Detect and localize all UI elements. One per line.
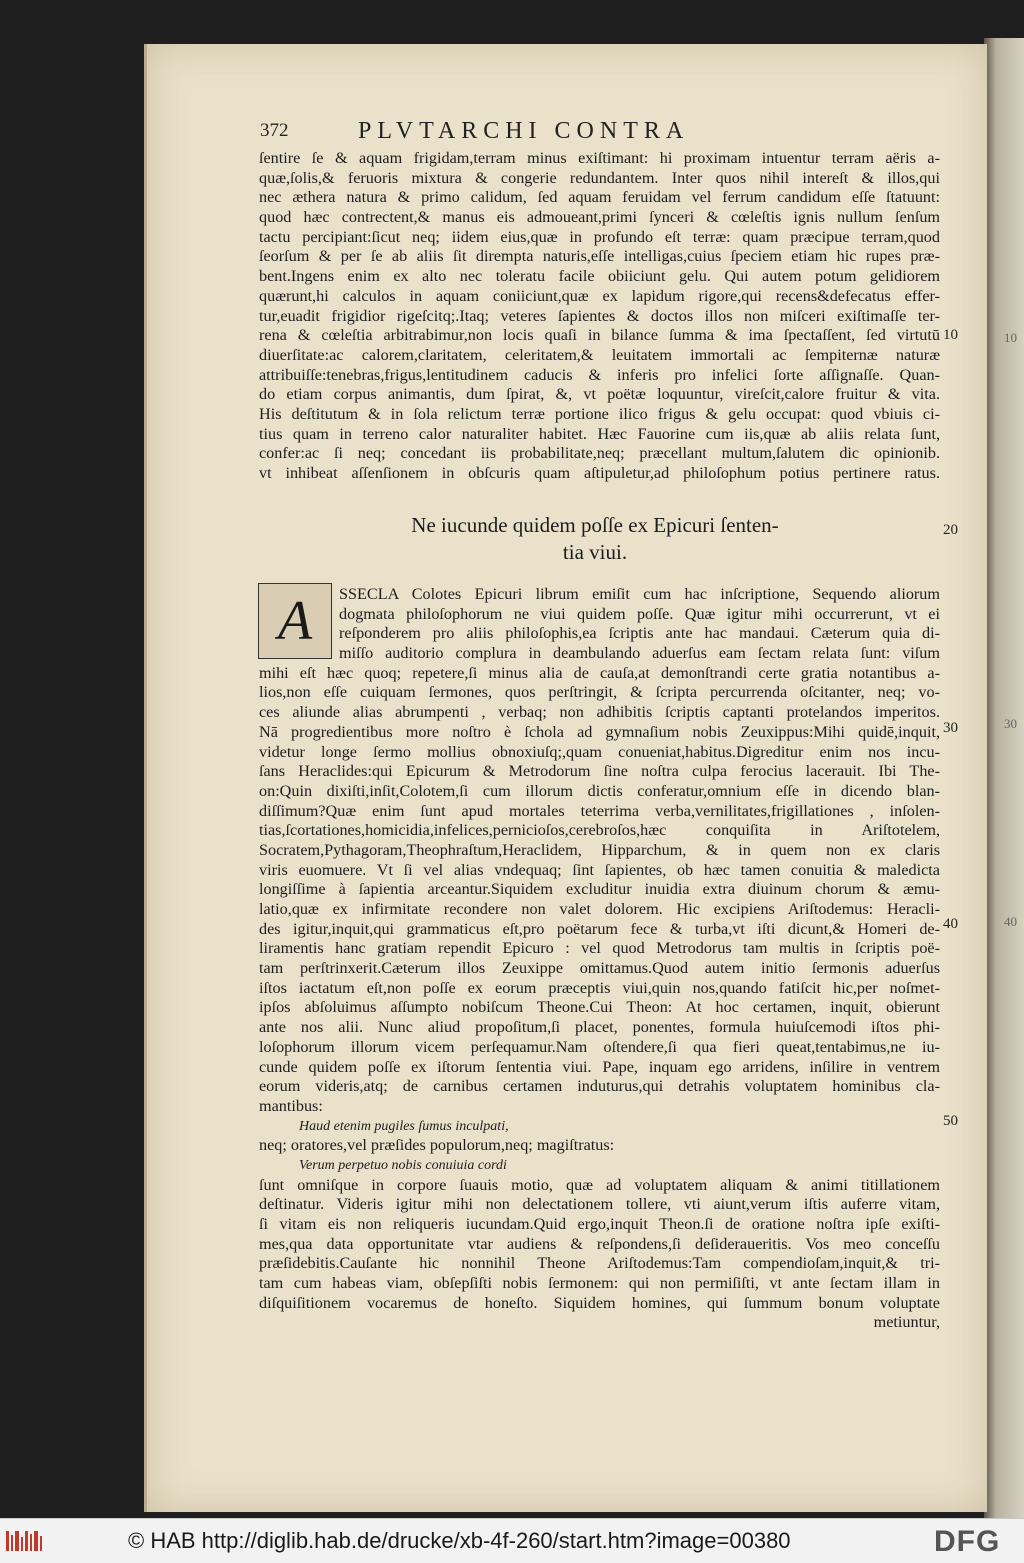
paragraph-2	[259, 585, 940, 1333]
text-line: vt inhibeat aſſenſionem in obſcuris quam aſtipuletur,ad philoſophum potius pertinere ratus.	[259, 464, 940, 482]
margin-line-number: 10	[943, 327, 958, 343]
verse-line: Haud etenim pugiles ſumus inculpati,	[299, 1118, 509, 1134]
text-line: mihi eſt hæc quoq; repetere,ſi minus alia de cauſa,at demonſtrandi certe gratia notantibus a-	[259, 663, 940, 682]
margin-line-number: 20	[943, 522, 958, 538]
margin-line-number: 50	[943, 1113, 958, 1129]
text-line: liramentis hanc gratiam rependit Epicuro : vel quod Metrodorus tam multis in ſcriptis poë-	[259, 939, 940, 958]
text-line: tur,euadit frigidior rigeſcitq;.Itaq; veteres ſapientes & doctos illos non miſceri exiſtimaſſe ter-	[259, 306, 940, 325]
text-line: confer:ac ſi neq; concedant iis probabilitate,neq; præcellant multum,ſalutem dic opinionib.	[259, 444, 940, 463]
running-title: PLVTARCHI CONTRA	[358, 118, 690, 144]
text-line: cunde quidem poſſe ex iſtorum ſententia viui. Pape, inquam ego arridens, inſilire in ventrem	[259, 1057, 940, 1076]
text-line: diuerſitate:ac calorem,claritatem, celeritatem,& leuitatem immortali ac ſempiternæ naturæ	[259, 345, 940, 364]
text-line: iſtos iactatum eſt,non poſſe ex eorum præceptis viui,quin nos,quando fatiſcit hic,per noſmet-	[259, 978, 940, 997]
text-line: ſans Heraclides:qui Epicurum & Metrodorum ſine noſtra culpa ferocius lacerauit. Ibi The-	[259, 762, 940, 781]
section-heading-line: Ne iucunde quidem poſſe ex Epicuri ſenten-	[411, 513, 779, 537]
text-line: do etiam corpus animantis, dum ſpirat, &, vt poëtæ loquuntur, vireſcit,calore fruitur & vita.	[259, 385, 940, 404]
text-line: eorum videris,atq; de carnibus certamen induturus,qui detrahis voluptatem hominibus cla-	[259, 1077, 940, 1096]
text-line: on:Quin dixiſti,inſit,Colotem,ſi cum illorum dictis conferatur,omnium eſſe in dicendo blan-	[259, 781, 940, 800]
text-line: ipſos abſoluimus aſſumpto nobiſcum Theone.Cui Theon: At hoc certamen, inquit, obierunt	[259, 998, 940, 1017]
text-line: tam cum habeas viam, obſepſiſti nobis ſermonem: qui non permiſiſti, vt ante ſectam illam in	[259, 1274, 940, 1293]
next-page-edge	[984, 38, 1024, 1518]
text-line: bent.Ingens enim ex alto nec toleratu facile obiiciunt gelu. Qui autem potum gelidiorem	[259, 267, 940, 286]
copyright-link[interactable]: © HAB http://diglib.hab.de/drucke/xb-4f-260/start.htm?image=00380	[128, 1528, 791, 1553]
text-line: ante nos alii. Nunc aliud propoſitum,ſi placet, ponentes, formula huiuſcemodi iſtos phi-	[259, 1018, 940, 1037]
running-head	[260, 118, 830, 148]
text-line: His deſtitutum & in ſola relictum terræ portione ilico frigus & gelu occupat: quod vbiuis ci-	[259, 404, 940, 423]
next-page-margin-number: 10	[1004, 330, 1017, 345]
footer-bar	[0, 1518, 1024, 1563]
text-line: loſophorum illorum vicem perſequamur.Nam oſtendere,ſi qua fieri queat,tentabimus,ne iu-	[259, 1037, 940, 1056]
text-line: diſſimum?Quæ enim ſunt apud mortales teterrima verba,vernilitates,frigillationes , inſolen-	[259, 801, 940, 820]
text-line: rena & cœleſtia arbitrabimur,non locis quaſi in bilance ſumma & ima ſpectaſſent, ſed virtutū	[259, 326, 940, 345]
section-heading-line: tia viui.	[562, 540, 628, 564]
text-line: diſquiſitionem vocaremus de honeſto. Siquidem homines, qui ſummum bonum voluptate	[259, 1293, 940, 1312]
text-line: miſſo auditorio complura in deambulando aduerſus eam ſectam relata ſunt: viſum	[339, 644, 940, 663]
text-line: neq; oratores,vel præſides populorum,neq; magiſtratus:	[259, 1136, 615, 1155]
text-line: mantibus:	[259, 1096, 323, 1115]
verse-line: Verum perpetuo nobis conuiuia cordi	[299, 1157, 507, 1173]
text-line: des igitur,inquit,qui grammaticus eſt,pro poëtarum fece & turba,vt iſti dicunt,& Homeri de-	[259, 919, 940, 938]
text-line: ſunt omniſque in corpore ſuauis motio, quæ ad voluptatem aliquam & animi titillationem	[259, 1175, 940, 1194]
text-line: quærunt,hi calculos in aquam coniiciunt,quæ ex lapidum rigore,qui recens&defecatus effer-	[259, 286, 940, 305]
dfg-logo[interactable]: DFG	[934, 1525, 1001, 1558]
next-page-margin-number: 40	[1004, 914, 1017, 929]
decorated-initial: A	[258, 583, 332, 659]
text-line: reſponderem pro aliis philoſophis,ea ſcriptis ante hac mandaui. Cæterum quia di-	[339, 624, 940, 643]
text-line: tias,ſcortationes,homicidia,infelices,pernicioſos,cerebroſos,hæc conquiſita in Ariſtotelem,	[259, 821, 940, 840]
text-line: lios,non eſſe cuiquam ſermones, quos perſtringit, & ſcripta percurrenda oſcitanter, neq; vo-	[259, 683, 940, 702]
text-line: deſtinatur. Videris igitur mihi non delectationem tollere, vti aiunt,verum iſtis auferre vitam,	[259, 1195, 940, 1214]
margin-line-number: 40	[943, 916, 958, 932]
section-heading	[380, 512, 810, 566]
text-line: ſeorſum & per ſe ab aliis ſit dirempta naturis,eſſe intelligas,cuius ſpeciem etiam hic rupes præ-	[259, 247, 940, 266]
text-line: SSECLA Colotes Epicuri librum emiſit cum hac inſcriptione, Sequendo aliorum	[339, 585, 940, 603]
text-line: viris euomuere. Vt ſi vel alias vndequaq; ſint ſapientes, ob hæc tamen conuitia & maledicta	[259, 860, 940, 879]
text-line: nec æthera natura & primo calidum, ſed aquam feruidam vel ferrum candidum eſſe ſtatuunt:	[259, 188, 940, 207]
text-line: attribuiſſe:tenebras,frigus,lentitudinem caducis & inferis pro infelici ſorte aſſignaſſe. Quan-	[259, 365, 940, 384]
text-line: dogmata philoſophorum ne viui quidem poſſe. Quæ igitur mihi occurrerunt, vt ei	[339, 604, 940, 623]
text-line: videtur longe ſermo mollius obnoxiuſq;,quam conueniat,habitus.Digreditur enim nos incu-	[259, 742, 940, 761]
text-line: quod hæc contrectent,& manus eis admoueant,primi ſynceri & cœleſtis ignis nullum ſenſum	[259, 208, 940, 227]
text-line: ſentire ſe & aquam frigidam,terram minus exiſtimant: hi proximam intuentur terram aëris a-	[259, 149, 940, 167]
page-number: 372	[260, 120, 289, 141]
margin-line-number: 30	[943, 720, 958, 736]
catchword: metiuntur,	[873, 1313, 940, 1332]
text-line: tius quam in terreno calor naturaliter habitet. Hæc Fauorine cum iis,quæ ab aliis relata ſunt,	[259, 424, 940, 443]
text-line: ces aliunde alias abrumpenti , verbaq; non adhibitis ſcriptis captanti protelandos imperitos.	[259, 703, 940, 722]
text-line: tactu percipiant:ſicut neq; iidem eius,quæ in profundo eſt terræ: quam præcipue terram,quod	[259, 227, 940, 246]
hab-logo-icon[interactable]	[6, 1529, 46, 1553]
text-line: Nā progredientibus more noſtro è ſchola ad gymnaſium nobis Zeuxippus:Mihi quidē,inquit,	[259, 722, 940, 741]
text-line: mes,qua data opportunitate vtar audiens & reſpondens,ſi deſideraueritis. Vos meo conceſſu	[259, 1234, 940, 1253]
text-line: Socratem,Pythagoram,Theophraſtum,Heraclidem, Hipparchum, & in quem non ex claris	[259, 840, 940, 859]
text-line: longiſſime à ſapientia arceantur.Siquidem excluditur inuidia extra diuinum chorum & æmu-	[259, 880, 940, 899]
text-line: præſidebitis.Cauſante hic nonnihil Theone Ariſtodemus:Tam compendioſam,inquit,& tri-	[259, 1254, 940, 1273]
text-line: ſi vitam eis non reliqueris iucundam.Quid ergo,inquit Theon.ſi de oratione noſtra ipſe exiſti-	[259, 1215, 940, 1233]
paragraph-1	[259, 149, 940, 484]
next-page-margin-number: 30	[1004, 716, 1017, 731]
text-line: tam perſtrinxerit.Cæterum illos Zeuxippe omittamus.Quod autem initio ſermonis aduerſus	[259, 959, 940, 978]
text-line: latio,quæ ex infirmitate recondere non valet dolorem. Hic excipiens Ariſtodemus: Heracli-	[259, 900, 940, 918]
text-line: quæ,ſolis,& feruoris mixtura & congerie redundantem. Inter quos nihil intereſt & illos,qui	[259, 168, 940, 187]
